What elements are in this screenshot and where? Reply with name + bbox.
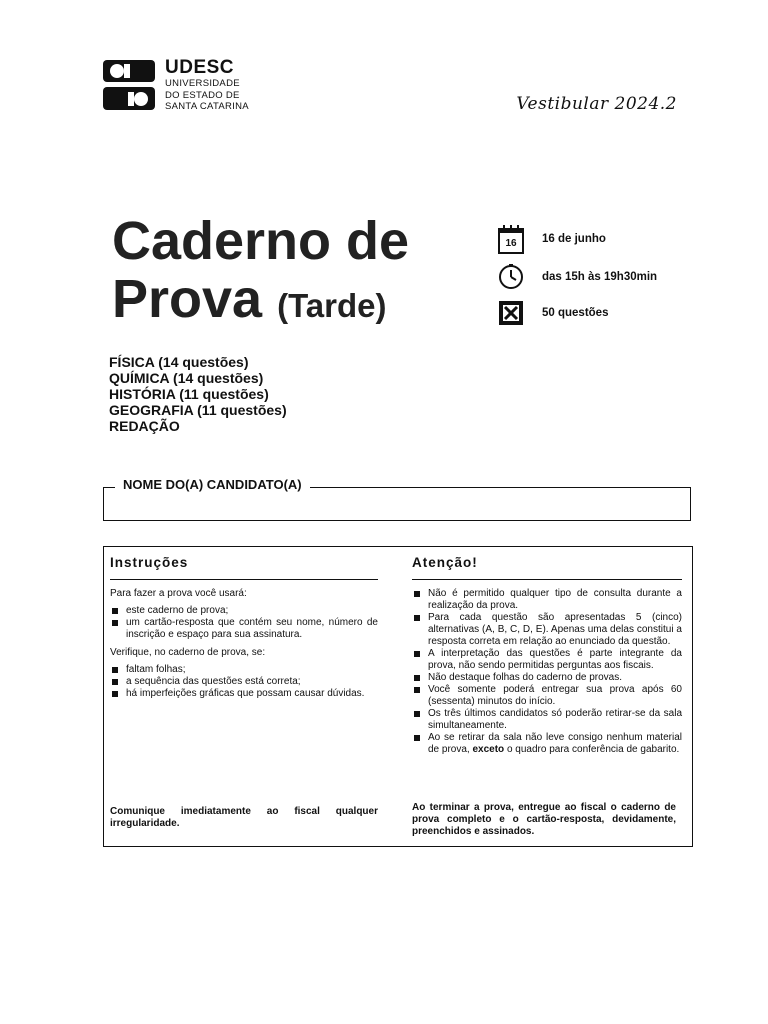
instructions-heading: Instruções (110, 555, 189, 570)
logo-line-3: SANTA CATARINA (165, 101, 249, 112)
subject-item: HISTÓRIA (11 questões) (109, 386, 269, 402)
list-item: Os três últimos candidatos só poderão retirar-se da sala simultaneamente. (412, 708, 682, 732)
list-item (412, 732, 682, 756)
instructions-list (110, 605, 378, 641)
verify-intro: Verifique, no caderno de prova, se: (110, 647, 266, 658)
clock-icon (497, 263, 525, 291)
time-text: das 15h às 19h30min (542, 271, 658, 283)
title-main: Prova (112, 269, 263, 329)
attention-column (412, 555, 682, 837)
title-line-1: Caderno de (112, 211, 410, 271)
list-item: A interpretação das questões é parte integrante da prova, não sendo permitidas perguntas aos fiscais. (412, 648, 682, 672)
subject-item: QUÍMICA (14 questões) (109, 370, 264, 386)
info-time (497, 264, 657, 290)
instructions-intro: Para fazer a prova você usará: (110, 588, 247, 599)
candidate-name-field[interactable] (103, 487, 691, 521)
questions-text: 50 questões (542, 307, 609, 319)
item-text: Ao se retirar da sala não leve consigo nenhum material de prova, (428, 732, 682, 755)
verify-list (110, 664, 378, 700)
subjects-list (109, 354, 287, 434)
divider (110, 579, 378, 580)
calendar-icon (497, 225, 525, 253)
udesc-logo (103, 57, 253, 112)
instructions-box (103, 546, 693, 847)
page-title (112, 212, 409, 335)
info-questions (497, 300, 608, 326)
instructions-column (110, 555, 378, 829)
attention-list (412, 588, 682, 756)
logo-line-2: DO ESTADO DE (165, 89, 240, 101)
exam-label: Vestibular 2024.2 (516, 94, 677, 114)
info-date (497, 226, 606, 252)
logo-name: UDESC (165, 57, 235, 78)
subject-item: GEOGRAFIA (11 questões) (109, 402, 287, 418)
list-item: a sequência das questões está correta; (110, 676, 378, 688)
list-item: Não é permitido qualquer tipo de consulta durante a realização da prova. (412, 588, 682, 612)
list-item: há imperfeições gráficas que possam causar dúvidas. (110, 688, 378, 700)
list-item: faltam folhas; (110, 664, 378, 676)
divider (412, 579, 682, 580)
item-text: o quadro para conferência de gabarito. (506, 744, 680, 755)
title-period: (Tarde) (277, 287, 387, 324)
list-item: este caderno de prova; (110, 605, 378, 617)
subject-item: FÍSICA (14 questões) (109, 354, 249, 370)
subject-item: REDAÇÃO (109, 418, 180, 434)
attention-footer: Ao terminar a prova, entregue ao fiscal o caderno de prova completo e o cartão-resposta, devidamente, preenchidos e assinados. (412, 802, 676, 837)
instructions-footer: Comunique imediatamente ao fiscal qualquer irregularidade. (110, 806, 378, 829)
list-item: Para cada questão são apresentadas 5 (cinco) alternativas (A, B, C, D, E). Apenas uma delas constitui a resposta correta em relação ao enunciado da questão. (412, 612, 682, 648)
list-item: Não destaque folhas do caderno de provas. (412, 672, 682, 684)
candidate-name-label: NOME DO(A) CANDIDATO(A) (115, 477, 310, 492)
date-text: 16 de junho (542, 233, 606, 245)
item-emphasis: exceto (472, 744, 505, 755)
title-line-2 (112, 270, 409, 335)
list-item: um cartão-resposta que contém seu nome, número de inscrição e espaço para sua assinatura. (110, 617, 378, 641)
list-item: Você somente poderá entregar sua prova após 60 (sessenta) minutos do início. (412, 684, 682, 708)
attention-heading: Atenção! (412, 555, 478, 570)
answer-sheet-icon (497, 299, 525, 327)
udesc-logo-mark-icon (103, 60, 155, 110)
calendar-day: 16 (505, 238, 517, 249)
logo-line-1: UNIVERSIDADE (165, 78, 240, 89)
